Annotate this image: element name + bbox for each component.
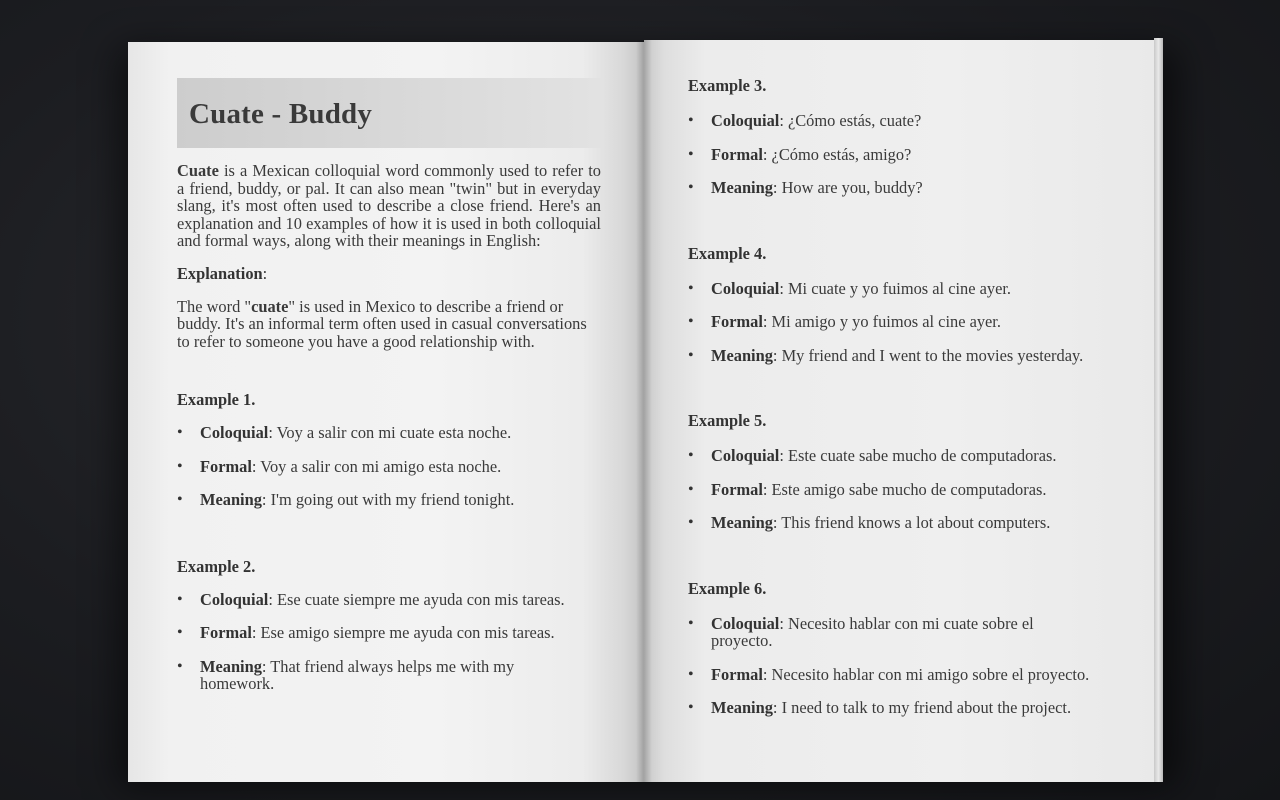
colloquial-label: Coloquial <box>711 111 780 130</box>
list-item <box>688 313 1156 331</box>
meaning-text: : This friend knows a lot about computers. <box>772 513 1051 532</box>
meaning-label: Meaning <box>711 345 773 365</box>
example-4 <box>688 244 1156 365</box>
list-item <box>688 481 1156 499</box>
colloquial-text: : Necesito hablar con mi cuate sobre el proyecto. <box>711 613 1034 650</box>
meaning-text: : That friend always helps me with my homework. <box>200 656 515 693</box>
formal-label: Formal <box>200 623 252 642</box>
example-2 <box>177 557 644 693</box>
explanation-heading <box>177 264 644 284</box>
formal-label: Formal <box>200 456 252 476</box>
colloquial-text: : Este cuate sabe mucho de computadoras. <box>779 446 1057 465</box>
explanation-pre: The word " <box>177 296 252 316</box>
formal-label: Formal <box>711 144 763 164</box>
colloquial-label: Coloquial <box>711 278 780 298</box>
intro-paragraph <box>177 162 601 250</box>
formal-text: : Voy a salir con mi amigo esta noche. <box>251 456 502 476</box>
explanation-term: cuate <box>251 296 289 316</box>
list-item <box>177 624 620 642</box>
colloquial-text: : ¿Cómo estás, cuate? <box>779 111 922 130</box>
example-title: Example 3. <box>688 76 767 95</box>
meaning-label: Meaning <box>200 656 262 676</box>
list-item <box>688 347 1156 365</box>
colloquial-text: : Mi cuate y yo fuimos al cine ayer. <box>779 278 1012 298</box>
example-3-list <box>688 112 1156 197</box>
example-2-list <box>177 591 644 693</box>
colloquial-label: Coloquial <box>711 613 780 633</box>
example-5 <box>688 411 1156 532</box>
formal-text: : ¿Cómo estás, amigo? <box>762 144 912 164</box>
explanation-heading-label: Explanation <box>177 263 263 283</box>
list-item <box>688 146 1156 164</box>
formal-label: Formal <box>711 312 763 331</box>
title-box <box>177 78 601 148</box>
list-item <box>688 699 1156 717</box>
list-item <box>688 179 1156 197</box>
intro-term: Cuate <box>177 161 219 180</box>
list-item <box>177 591 620 609</box>
page-title: Cuate - Buddy <box>189 98 373 130</box>
example-1-list <box>177 424 644 509</box>
intro-text: is a Mexican colloquial word commonly used to refer to a friend, buddy, or pal. It can also mean "twin" but in everyday slang, it's most often used to describe a close friend. Here's an explanation and 10 examples of how it is used in both colloquial and formal ways, along with their meanings in English: <box>177 161 601 250</box>
meaning-label: Meaning <box>711 698 773 717</box>
colloquial-text: : Voy a salir con mi cuate esta noche. <box>268 423 512 442</box>
list-item <box>177 424 644 442</box>
example-title: Example 4. <box>688 243 767 263</box>
formal-text: : Mi amigo y yo fuimos al cine ayer. <box>762 312 1001 331</box>
right-page <box>644 40 1156 782</box>
meaning-label: Meaning <box>200 490 262 509</box>
list-item <box>688 447 1156 465</box>
example-title: Example 5. <box>688 411 767 430</box>
meaning-label: Meaning <box>711 513 773 532</box>
example-title: Example 1. <box>177 390 256 409</box>
list-item <box>688 666 1156 684</box>
explanation-heading-colon: : <box>262 263 268 283</box>
list-item <box>688 615 1071 650</box>
example-title: Example 6. <box>688 578 767 598</box>
colloquial-label: Coloquial <box>200 423 269 442</box>
meaning-text: : I need to talk to my friend about the project. <box>772 698 1072 717</box>
example-4-list <box>688 280 1156 365</box>
left-page <box>128 42 644 782</box>
page-edge <box>1154 38 1163 782</box>
colloquial-label: Coloquial <box>711 446 780 465</box>
meaning-text: : I'm going out with my friend tonight. <box>261 490 515 509</box>
colloquial-text: : Ese cuate siempre me ayuda con mis tareas. <box>268 589 565 609</box>
explanation-post: " is used in Mexico to describe a friend or buddy. It's an informal term often used in casual conversations to refer to someone you have a good relationship with. <box>177 296 587 351</box>
formal-text: : Este amigo sabe mucho de computadoras. <box>762 479 1047 499</box>
meaning-text: : How are you, buddy? <box>772 178 923 197</box>
meaning-label: Meaning <box>711 178 773 197</box>
book-spine <box>636 40 652 782</box>
meaning-text: : My friend and I went to the movies yesterday. <box>772 345 1084 365</box>
colloquial-label: Coloquial <box>200 589 269 609</box>
example-1 <box>177 390 644 509</box>
formal-text: : Necesito hablar con mi amigo sobre el proyecto. <box>762 664 1090 684</box>
explanation-paragraph <box>177 298 601 351</box>
list-item <box>177 658 540 693</box>
list-item <box>177 458 644 476</box>
formal-label: Formal <box>711 479 763 499</box>
example-5-list <box>688 447 1156 532</box>
example-6 <box>688 579 1156 717</box>
example-6-list <box>688 615 1156 717</box>
formal-text: : Ese amigo siempre me ayuda con mis tareas. <box>251 623 555 642</box>
list-item <box>688 514 1156 532</box>
list-item <box>688 112 1156 130</box>
formal-label: Formal <box>711 664 763 684</box>
example-3 <box>688 76 1156 197</box>
list-item <box>688 280 1156 298</box>
list-item <box>177 491 644 509</box>
example-title: Example 2. <box>177 556 256 576</box>
